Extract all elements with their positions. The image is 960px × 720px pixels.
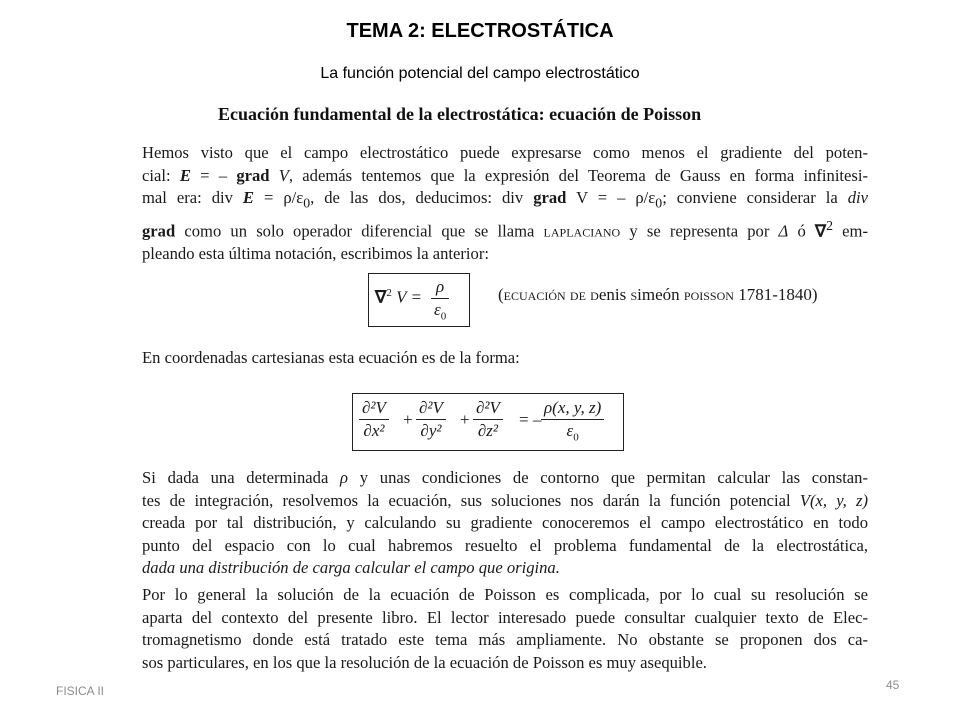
term-z: $\frac{\text{∂²V}}{\text{∂z²}}$ [473, 397, 503, 442]
p3-line-1: Por lo general la solución de la ecuación de Poisson es complicada, por lo cual su resolución se [142, 585, 868, 604]
intro-line-4: grad como un solo operador diferencial que se llama laplaciano y se representa por Δ ó ∇$^2$ em- [142, 218, 868, 241]
poisson-lhs: ∇$^2$ V = [375, 287, 422, 307]
equals-minus: = – [519, 410, 542, 429]
p2-line-5: dada una distribución de carga calcular el campo que origina. [142, 558, 560, 578]
plus-2: + [460, 410, 470, 429]
poisson-fraction: $\frac{\rho}{\varepsilon_0}$ [431, 276, 449, 327]
poisson-equation-box [368, 273, 470, 327]
p2-line-4: punto del espacio con lo cual habremos resuelto el problema fundamental de la electrostática, [142, 535, 868, 555]
slide-subtitle: La función potencial del campo electrostático [320, 65, 640, 82]
p3-line-4: sos particulares, en los que la resolución de la ecuación de Poisson es muy asequible. [142, 652, 707, 672]
plus-1: + [403, 410, 413, 429]
cartesian-intro: En coordenadas cartesianas esta ecuación es de la forma: [142, 348, 520, 367]
cartesian-equation-box [352, 393, 624, 451]
term-y: $\frac{\text{∂²V}}{\text{∂y²}}$ [416, 397, 446, 442]
page-number: 45 [886, 678, 900, 692]
intro-line-3: mal era: div $E = \rho/\varepsilon_0$, de las dos, deducimos: div grad V = – $\rho/\varepsilon_0$; conviene considerar la div [142, 188, 869, 211]
complexity-paragraph [142, 584, 868, 674]
p3-line-3: tromagnetismo donde está tratado este tema más ampliamente. No obstante se proponen dos ca- [142, 630, 868, 650]
section-heading: Ecuación fundamental de la electrostática: ecuación de Poisson [218, 104, 702, 124]
rhs-fraction: $\frac{\rho(x, y, z)}{\varepsilon_0}$ [541, 397, 604, 448]
p2-line-3: creada por tal distribución, y calculando su gradiente conoceremos el campo electrostático en todo [142, 513, 868, 533]
term-x: $\frac{\text{∂²V}}{\text{∂x²}}$ [359, 397, 389, 442]
intro-line-2: cial: E = – grad V, además tentemos que la expresión del Teorema de Gauss en forma infinitesi- [142, 165, 868, 185]
intro-line-1: Hemos visto que el campo electrostático puede expresarse como menos el gradiente del poten- [142, 143, 868, 162]
footer-course: FISICA II [56, 684, 105, 698]
intro-line-5: pleando esta última notación, escribimos la anterior: [142, 244, 489, 264]
intro-paragraph [142, 142, 868, 266]
poisson-caption: (ecuación de denis simeón poisson 1781-1840) [498, 285, 818, 304]
slide-title: TEMA 2: ELECTROSTÁTICA [346, 20, 614, 42]
p3-line-2: aparta del contexto del presente libro. El lector interesado puede consultar cualquier texto de Elec- [142, 607, 868, 627]
p2-line-2: tes de integración, resolvemos la ecuación, sus soluciones nos darán la función potencial V(x, y, z) [142, 490, 869, 510]
p2-line-1: Si dada una determinada ρ y unas condiciones de contorno que permitan calcular las constan- [142, 468, 868, 487]
solution-paragraph [142, 467, 868, 580]
